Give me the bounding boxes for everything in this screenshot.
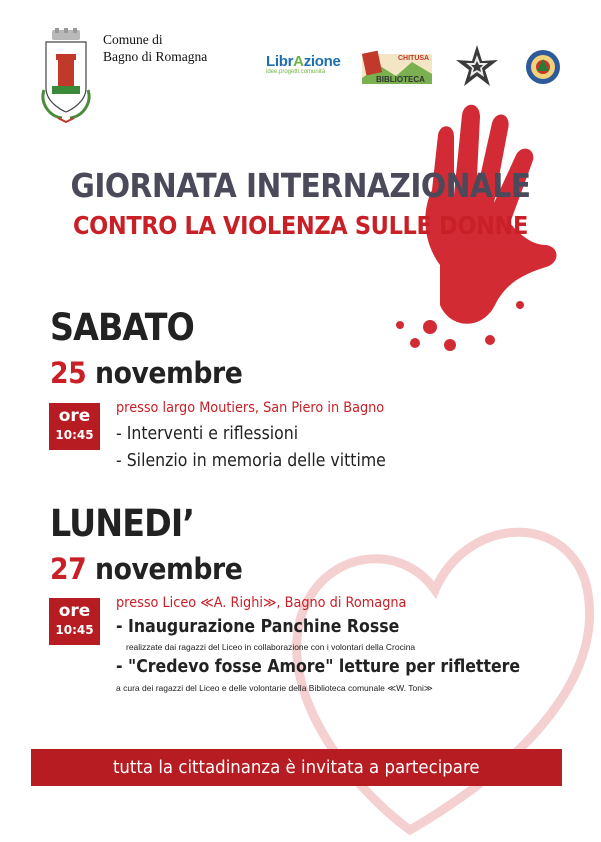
comune-line2: Bagno di Romagna bbox=[103, 49, 208, 64]
header bbox=[0, 0, 601, 130]
event2-date-month: novembre bbox=[95, 552, 243, 586]
event2-place: presso Liceo ≪A. Righi≫, Bagno di Romagna bbox=[116, 595, 407, 611]
comune-line1: Comune di bbox=[103, 32, 163, 47]
librazione-logo: LibrAzione idee.progetti.comunità bbox=[266, 53, 348, 85]
coat-of-arms-icon bbox=[38, 28, 94, 124]
event1-date bbox=[50, 356, 242, 390]
municipality-name bbox=[103, 31, 207, 65]
biblioteca-tag: CHITUSA bbox=[398, 55, 430, 62]
event2-time-badge bbox=[49, 598, 100, 645]
event1-date-number: 25 bbox=[50, 356, 87, 390]
event2-time: 10:45 bbox=[55, 623, 94, 637]
invitation-banner bbox=[31, 749, 562, 786]
event2-item2: - "Credevo fosse Amore" letture per riflettere bbox=[116, 657, 521, 677]
event1-day: SABATO bbox=[50, 306, 194, 349]
event2-note2: a cura dei ragazzi del Liceo e delle volontarie della Biblioteca comunale ≪W. Toni≫ bbox=[116, 683, 433, 693]
event2-date-number: 27 bbox=[50, 552, 87, 586]
biblioteca-label: BIBLIOTECA bbox=[376, 75, 425, 84]
event2-item1: - Inaugurazione Panchine Rosse bbox=[116, 617, 400, 637]
event1-ore-label: ore bbox=[58, 406, 91, 426]
star-emblem-icon bbox=[452, 44, 502, 90]
invitation-text: tutta la cittadinanza è invitata a partecipare bbox=[113, 757, 480, 778]
title-line2: CONTRO LA VIOLENZA SULLE DONNE bbox=[72, 211, 529, 240]
event2-day: LUNEDI’ bbox=[50, 502, 195, 545]
round-emblem-icon bbox=[525, 49, 561, 85]
biblioteca-logo bbox=[360, 48, 434, 86]
event1-time-badge bbox=[49, 403, 100, 450]
title-line1: GIORNATA INTERNAZIONALE bbox=[70, 166, 531, 205]
event1-date-month: novembre bbox=[95, 356, 243, 390]
event1-item2: - Silenzio in memoria delle vittime bbox=[116, 451, 386, 471]
librazione-tagline: idee.progetti.comunità bbox=[266, 69, 326, 75]
event1-time: 10:45 bbox=[55, 428, 94, 442]
event2-ore-label: ore bbox=[58, 601, 91, 621]
event1-place: presso largo Moutiers, San Piero in Bagno bbox=[116, 400, 385, 416]
event1-item1: - Interventi e riflessioni bbox=[116, 424, 299, 444]
event2-note1: realizzate dai ragazzi del Liceo in collaborazione con i volontari della Crocina bbox=[126, 642, 416, 652]
event2-date bbox=[50, 552, 242, 586]
